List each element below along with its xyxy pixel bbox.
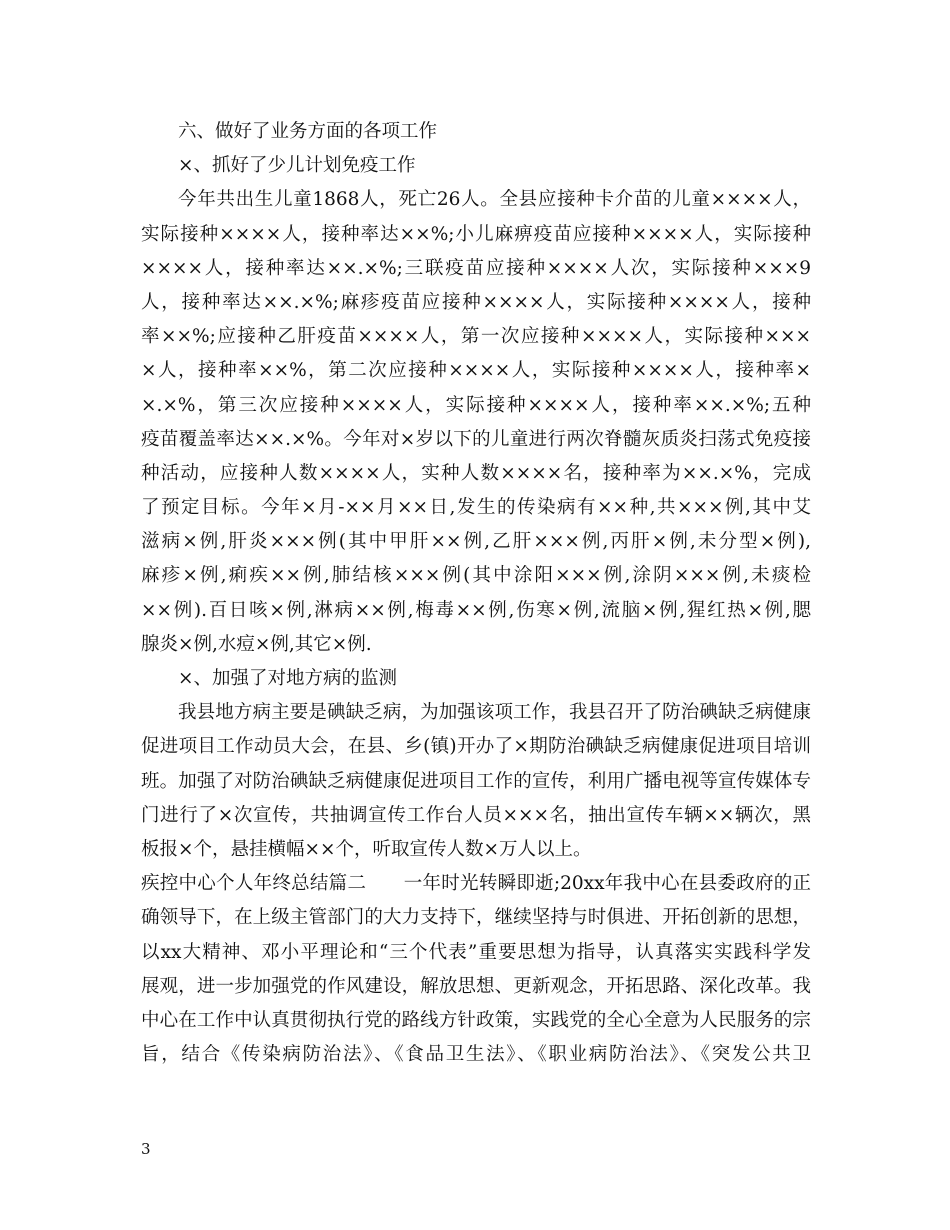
text-line: ×.×%，第三次应接种××××人，实际接种××××人，接种率××.×%;五种: [141, 394, 811, 416]
text-line: 疾控中心个人年终总结篇二 一年时光转瞬即逝;20xx年我中心在县委政府的正: [141, 873, 811, 895]
text-line: 中心在工作中认真贯彻执行党的路线方针政策，实践党的全心全意为人民服务的宗: [141, 1009, 811, 1031]
text-line: 展观，进一步加强党的作风建设，解放思想、更新观念，开拓思路、深化改革。我: [141, 975, 811, 997]
text-line: ××××人，接种率达××.×%;三联疫苗应接种××××人次，实际接种×××9: [141, 257, 811, 279]
text-line: 班。加强了对防治碘缺乏病健康促进项目工作的宣传，利用广播电视等宣传媒体专: [141, 770, 811, 792]
text-line: 疫苗覆盖率达××.×%。今年对×岁以下的儿童进行两次脊髓灰质炎扫荡式免疫接: [141, 428, 811, 450]
text-line: 我县地方病主要是碘缺乏病，为加强该项工作，我县召开了防治碘缺乏病健康: [178, 702, 811, 724]
text-line: 以xx大精神、邓小平理论和“三个代表”重要思想为指导，认真落实实践科学发: [141, 941, 811, 963]
text-line: 麻疹×例,痢疾××例,肺结核×××例(其中涂阳×××例,涂阴×××例,未痰检: [141, 565, 811, 587]
text-line: 人，接种率达××.×%;麻疹疫苗应接种××××人，实际接种××××人，接种: [141, 291, 811, 313]
text-line: ×人，接种率××%，第二次应接种××××人，实际接种××××人，接种率×: [141, 360, 811, 382]
text-line: 促进项目工作动员大会，在县、乡(镇)开办了×期防治碘缺乏病健康促进项目培训: [141, 736, 811, 758]
text-line: 今年共出生儿童1868人，死亡26人。全县应接种卡介苗的儿童××××人，: [178, 189, 811, 211]
text-line: 板报×个，悬挂横幅××个，听取宣传人数×万人以上。: [141, 838, 592, 860]
text-line: 门进行了×次宣传，共抽调宣传工作台人员×××名，抽出宣传车辆××辆次，黑: [141, 804, 811, 826]
text-line: ×、抓好了少儿计划免疫工作: [178, 155, 416, 177]
text-line: ××例).百日咳×例,淋病××例,梅毒××例,伤寒×例,流脑×例,猩红热×例,腮: [141, 599, 811, 621]
text-line: ×、加强了对地方病的监测: [178, 668, 398, 689]
document-body: [141, 115, 811, 1072]
text-line: 了预定目标。今年×月-××月××日,发生的传染病有××种,共×××例,其中艾: [141, 497, 811, 519]
text-line: 六、做好了业务方面的各项工作: [178, 121, 438, 142]
text-line: 腺炎×例,水痘×例,其它×例.: [141, 633, 372, 655]
text-line: 种活动，应接种人数××××人，实种人数××××名，接种率为××.×%，完成: [141, 462, 811, 484]
text-line: 确领导下，在上级主管部门的大力支持下，继续坚持与时俱进、开拓创新的思想，: [141, 907, 811, 929]
text-line: 率××%;应接种乙肝疫苗××××人，第一次应接种××××人，实际接种×××: [141, 326, 811, 348]
text-line: 实际接种××××人，接种率达××%;小儿麻痹疫苗应接种××××人，实际接种: [141, 223, 811, 245]
text-line: 旨，结合《传染病防治法》、《食品卫生法》、《职业病防治法》、《突发公共卫: [141, 1044, 811, 1066]
page-number: 3: [141, 1140, 151, 1158]
text-line: 滋病×例,肝炎×××例(其中甲肝××例,乙肝×××例,丙肝×例,未分型×例),: [141, 531, 811, 553]
